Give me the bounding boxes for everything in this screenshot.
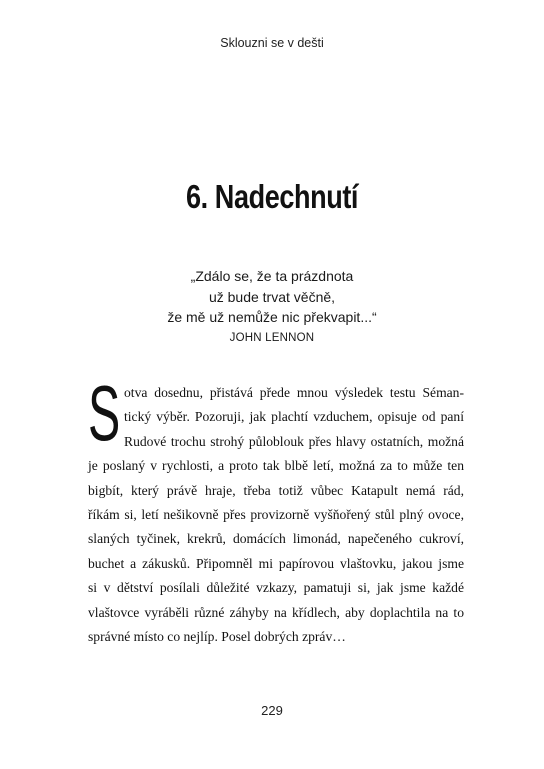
chapter-title: 6. Nadechnutí <box>185 178 359 215</box>
body-line: otva dosednu, přistává přede mnou výsledek testu Séman- <box>124 385 464 400</box>
page-number: 229 <box>261 703 283 718</box>
epigraph-line: že mě už nemůže nic překvapit...“ <box>167 309 377 325</box>
body-line: bigbít, který právě hraje, třeba totiž vůbec Katapult nemá rád, <box>88 482 464 498</box>
body-line: tický výběr. Pozoruji, jak plachtí vzduchem, opisuje od paní <box>124 409 464 425</box>
running-head: Sklouzni se v dešti <box>220 36 324 50</box>
body-line: slaných tyčinek, krekrů, domácích limonád, napečeného cukroví, <box>88 531 464 547</box>
body-line: říkám si, letí nešikovně přes provizorně vyšňořený stůl plný ovoce, <box>88 507 464 523</box>
epigraph-line: „Zdálo se, že ta prázdnota <box>190 268 354 284</box>
body-paragraph <box>88 381 464 649</box>
body-line: buchet a zákusků. Připomněl mi papírovou vlaštovku, jakou jsme <box>88 555 464 571</box>
body-line: Rudové trochu strohý půloblouk přes hlavy ostatních, možná <box>124 433 464 449</box>
body-line: si v dětství posílali důležité vzkazy, pamatuji si, jak jsme každé <box>88 580 464 596</box>
body-line: vlaštovce vyráběli různé záhyby na křídlech, aby doplachtila na to <box>88 604 464 620</box>
epigraph <box>0 266 544 348</box>
body-line: správné místo co nejlíp. Posel dobrých zpráv… <box>88 629 346 645</box>
drop-cap: S <box>88 369 121 457</box>
body-line: je poslaný v rychlosti, a proto tak blbě letí, možná za to může ten <box>88 458 464 474</box>
epigraph-line: už bude trvat věčně, <box>208 288 336 305</box>
epigraph-author: JOHN LENNON <box>229 331 315 344</box>
